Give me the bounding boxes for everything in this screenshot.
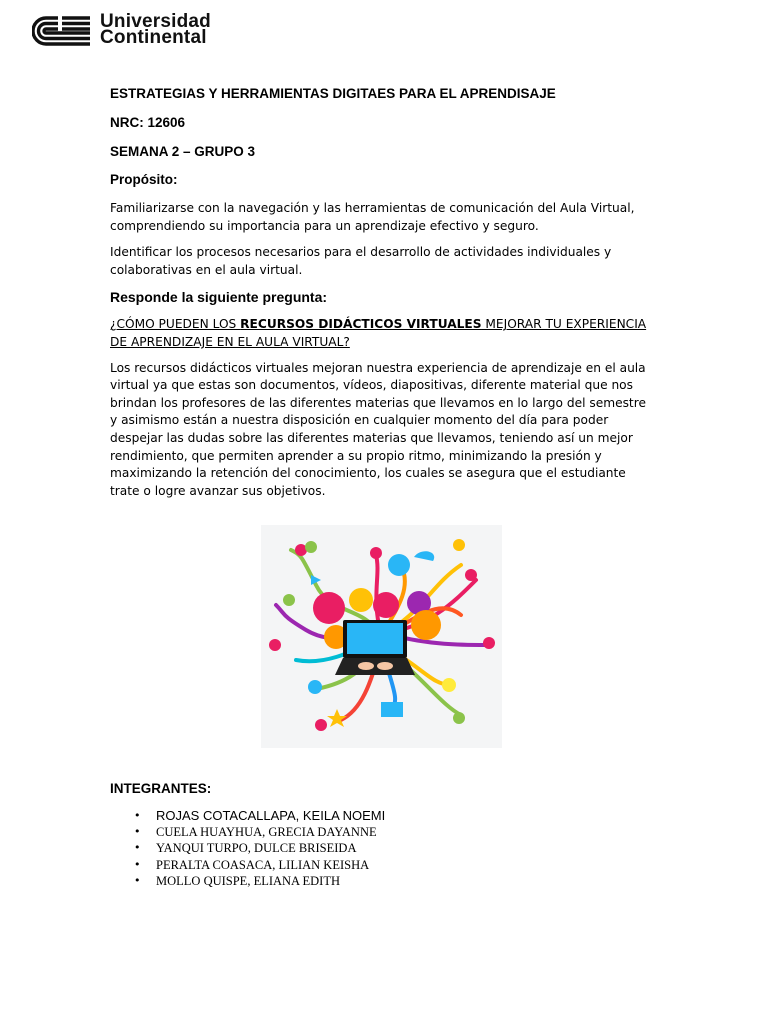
list-item: • ROJAS COTACALLAPA, KEILA NOEMI bbox=[156, 808, 385, 824]
course-title: ESTRATEGIAS Y HERRAMIENTAS DIGITAES PARA EL APRENDISAJE bbox=[110, 86, 556, 101]
logo-wordmark bbox=[100, 11, 211, 48]
answer-paragraph-2: y asimismo están a nuestra disposición en cualquier momento del día para poder despejar las dudas sobre las diferentes materias que llevamos, teniendo así un mejor rendimiento, que permiten aprender a su propio ritmo, minimizando la presión y maximizando la retención del conocimiento, los cuales se asegura que el estudiante trate o logre avanzar sus objetivos. bbox=[110, 413, 633, 498]
list-item: • CUELA HUAYHUA, GRECIA DAYANNE bbox=[156, 824, 385, 840]
university-logo-icon bbox=[32, 16, 92, 46]
nrc-code: NRC: 12606 bbox=[110, 115, 186, 130]
digital-learning-network-illustration bbox=[261, 525, 502, 748]
illustration-graphic bbox=[261, 525, 502, 748]
purpose-paragraph-1: Familiarizarse con la navegación y las herramientas de comunicación del Aula Virtual, comprendiendo su importancia para un aprendizaje efectivo y seguro. bbox=[110, 201, 635, 233]
purpose-paragraph-2: Identificar los procesos necesarios para el desarrollo de actividades individuales y colaborativas en el aula virtual. bbox=[110, 245, 612, 277]
question-part-2: MEJORAR TU EXPERIENCIA DE APRENDIZAJE EN EL AULA VIRTUAL? bbox=[110, 317, 647, 349]
question-text bbox=[110, 316, 655, 351]
university-logo bbox=[32, 11, 252, 50]
members-heading: INTEGRANTES: bbox=[110, 781, 212, 796]
question-heading: Responde la siguiente pregunta: bbox=[110, 289, 328, 306]
purpose-heading: Propósito: bbox=[110, 172, 178, 187]
question-emphasis: RECURSOS DIDÁCTICOS VIRTUALES bbox=[240, 317, 482, 332]
list-item: • YANQUI TURPO, DULCE BRISEIDA bbox=[156, 840, 385, 856]
logo-line-2: Continental bbox=[100, 27, 207, 48]
answer-paragraph-1: Los recursos didácticos virtuales mejoran nuestra experiencia de aprendizaje en el aula virtual ya que estas son documentos, vídeos, diapositivas, diferente material que nos brindan los profesores de las diferentes materias que llevamos en lo largo del semestre bbox=[110, 360, 646, 410]
members-list bbox=[110, 808, 385, 889]
list-item: • MOLLO QUISPE, ELIANA EDITH bbox=[156, 873, 385, 889]
question-part-1: ¿CÓMO PUEDEN LOS bbox=[110, 317, 241, 332]
week-group: SEMANA 2 – GRUPO 3 bbox=[110, 144, 256, 159]
logo-line-1: Universidad bbox=[100, 11, 211, 32]
document-body bbox=[110, 86, 655, 500]
list-item: • PERALTA COASACA, LILIAN KEISHA bbox=[156, 857, 385, 873]
